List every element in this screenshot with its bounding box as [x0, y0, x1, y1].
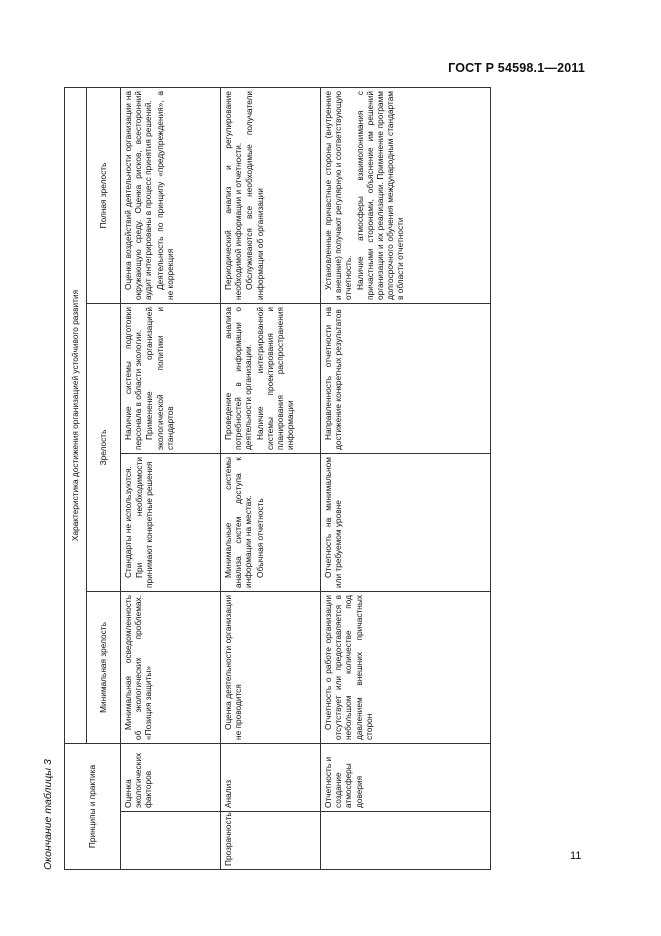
- cell-full-text-b: Обслуживаются все необходимые получатели информации об организации: [244, 90, 265, 300]
- cell-mature-2: [121, 303, 221, 453]
- header-maturity: Зрелость: [87, 303, 121, 591]
- cell-full-text: Периодический анализ и регулирование необходимой информации и отчетности.: [223, 90, 244, 300]
- cell-full: [121, 87, 221, 303]
- cell-mature-1-text-b: Обычная отчетность: [254, 498, 265, 578]
- cell-principle: [121, 812, 221, 870]
- header-principles: Принципы и практика: [65, 743, 121, 869]
- cell-minimal: [121, 591, 221, 743]
- table-row: [121, 87, 221, 869]
- cell-full-text-b: Деятельность по принципу «предупреждения», а не коррекция: [154, 90, 175, 300]
- cell-mature-1-text: Отчетность на минимальном или требуемом уровне: [323, 456, 344, 588]
- cell-minimal: [221, 591, 321, 743]
- cell-minimal: [321, 591, 491, 743]
- header-characteristic: Характеристика достижения организацией устойчивого развития: [65, 87, 87, 743]
- cell-practice: Оценка экологических факторов: [121, 743, 221, 811]
- cell-mature-1: [221, 453, 321, 591]
- table-row: [321, 87, 491, 869]
- cell-minimal-text: Отчетность о работе организации отсутствует или предоставляется в небольшом количестве под давлением внешних причастных сторон: [323, 594, 374, 740]
- header-full-maturity: Полная зрелость: [87, 87, 121, 303]
- cell-full: [221, 87, 321, 303]
- cell-full: [321, 87, 491, 303]
- cell-mature-1-text: Минимальные системы анализа систем доступа к информации на местах.: [223, 456, 254, 588]
- cell-mature-2-text: Наличие системы подготовки персонала в области экологии.: [123, 306, 144, 450]
- page-number: 11: [570, 850, 582, 862]
- rotated-page-content: [40, 88, 490, 870]
- cell-full-text: Оценка воздействий деятельности организации на окружающую среду. Оценка рисков, всесторонний аудит интегрированы в процесс принятия решений.: [123, 90, 154, 300]
- cell-mature-2-text: Направленность отчетности на достижение конкретных результатов: [323, 306, 344, 450]
- cell-principle: [321, 812, 491, 870]
- table-caption: Окончание таблицы 3: [42, 759, 54, 870]
- cell-full-text-b: Наличие атмосферы взаимопонимания с причастными сторонами, объяснение им решений организации и их реализации. Применение программ долгосрочного обучения международным стандартам в области отчетности: [354, 90, 406, 300]
- cell-practice: Анализ: [221, 743, 321, 811]
- cell-minimal-text: Оценка деятельности организации не проводится: [223, 594, 244, 740]
- cell-minimal-text: Минимальная осведомленность об экологических проблемах. «Позиция защиты»: [123, 594, 154, 740]
- header-row-1: [65, 87, 87, 869]
- header-minimal-maturity: Минимальная зрелость: [87, 591, 121, 743]
- table-row: [221, 87, 321, 869]
- cell-mature-2: [221, 303, 321, 453]
- standard-designation: ГОСТ Р 54598.1—2011: [448, 61, 585, 75]
- cell-full-text: Установленные причастные стороны (внутренние и внешние) получают регулярную и соответствующую отчетность.: [323, 90, 354, 300]
- cell-practice: Отчетность и создание атмосферы доверия: [321, 743, 491, 811]
- cell-mature-1-text-b: При необходимости принимают конкретные решения: [134, 456, 155, 588]
- cell-mature-2-text: Проведение анализа потребностей в информации о деятельности организации.: [223, 306, 254, 450]
- cell-mature-1: [121, 453, 221, 591]
- cell-mature-1: [321, 453, 491, 591]
- cell-mature-1-text: Стандарты не используются.: [123, 466, 133, 578]
- cell-mature-2: [321, 303, 491, 453]
- table-3-end: [64, 87, 491, 870]
- cell-mature-2-text-b: Применение организацией экологической политики и стандартов: [144, 306, 175, 450]
- cell-principle: Прозрачность: [221, 812, 321, 870]
- cell-mature-2-text-b: Наличие интегрированной системы проектирования и планирования распространения информации: [254, 306, 296, 450]
- landscape-table-block: [40, 88, 490, 870]
